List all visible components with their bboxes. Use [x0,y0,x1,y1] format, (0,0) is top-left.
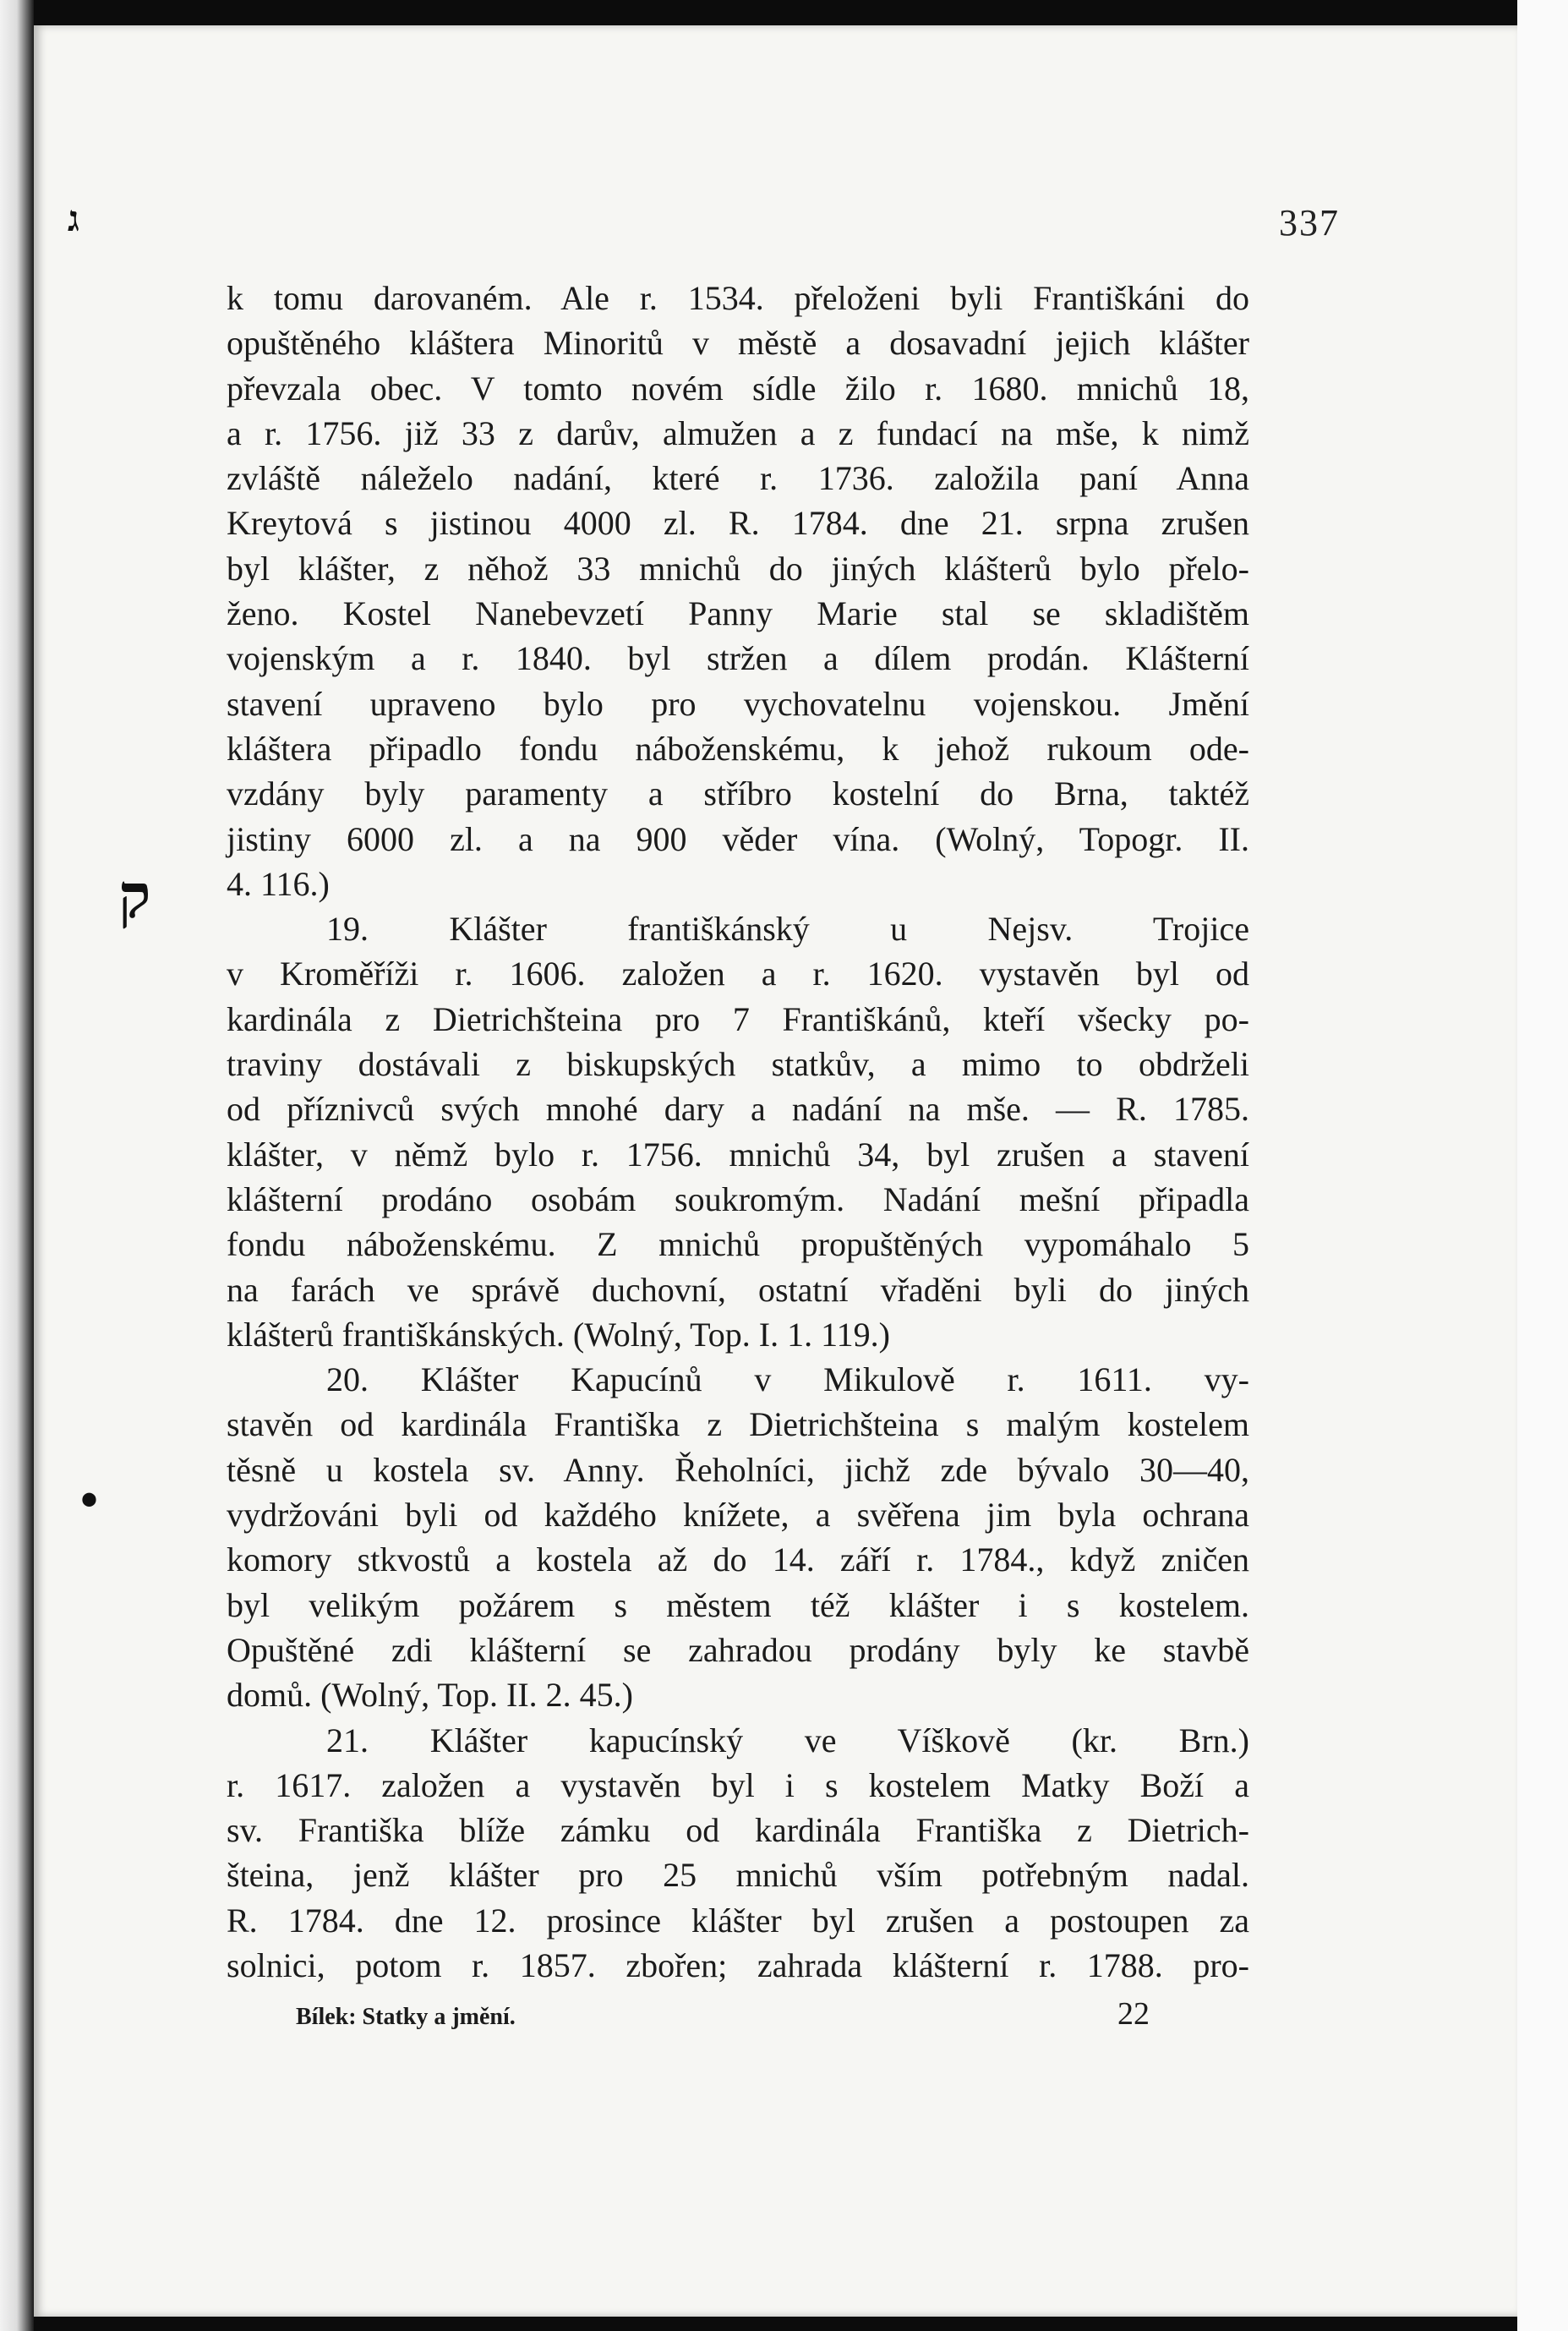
footer-sheet-number: 22 [1117,1996,1150,2032]
margin-mark: • [80,1472,99,1528]
text-line: R. 1784. dne 12. prosince klášter byl zrušen a postoupen za [227,1901,1249,1940]
text-line: stavěn od kardinála Františka z Dietrichšteina s malým kostelem [227,1405,1249,1444]
text-line: opuštěného kláštera Minoritů v městě a dosavadní jejich klášter [227,324,1249,363]
text-line: vojenským a r. 1840. byl stržen a dílem prodán. Klášterní [227,639,1249,678]
text-line: převzala obec. V tomto novém sídle žilo r. 1680. mnichů 18, [227,369,1249,408]
text-line: fondu náboženskému. Z mnichů propuštěných vypomáhalo 5 [227,1225,1249,1264]
text-line: od příznivců svých mnohé dary a nadání na mše. — R. 1785. [227,1090,1249,1129]
text-line: zvláště náleželo nadání, které r. 1736. založila paní Anna [227,459,1249,498]
text-line: sv. Františka blíže zámku od kardinála Františka z Dietrich- [227,1811,1249,1850]
text-line: traviny dostávali z biskupských statkův, a mimo to obdrželi [227,1045,1249,1084]
footer-signature: Bílek: Statky a jmění. [296,2004,516,2030]
text-line: klášterní prodáno osobám soukromým. Nadání mešní připadla [227,1179,1249,1218]
text-line: Opuštěné zdi klášterní se zahradou prodány byly ke stavbě [227,1630,1249,1669]
scan-right-edge [1517,0,1568,2331]
section-heading-line: 21. Klášter kapucínský ve Víškově (kr. Brn.) [326,1721,1249,1759]
page-number: 337 [1279,202,1340,243]
text-line: vydržováni byli od každého knížete, a svěřena jim byla ochrana [227,1496,1249,1535]
text-line: 4. 116.) [227,864,330,903]
text-line: šteina, jenž klášter pro 25 mnichů vším potřebným nadal. [227,1856,1249,1895]
text-line: těsně u kostela sv. Anny. Řeholníci, jichž zde bývalo 30—40, [227,1450,1249,1489]
text-line: na farách ve správě duchovní, ostatní vřaděni byli do jiných [227,1270,1249,1309]
text-line: klášterů františkánských. (Wolný, Top. I. 1. 119.) [227,1315,890,1354]
page-footer [296,1995,1150,2033]
text-line: stavení upraveno bylo pro vychovatelnu vojenskou. Jmění [227,684,1249,723]
text-line: jistiny 6000 zl. a na 900 věder vína. (Wolný, Topogr. II. [227,819,1249,858]
text-line: solnici, potom r. 1857. zbořen; zahrada klášterní r. 1788. pro- [227,1945,1249,1984]
text-line: domů. (Wolný, Top. II. 2. 45.) [227,1676,633,1715]
text-line: Kreytová s jistinou 4000 zl. R. 1784. dne 21. srpna zrušen [227,504,1249,543]
text-line: ženo. Kostel Nanebevzetí Panny Marie stal se skladištěm [227,594,1249,633]
text-line: byl klášter, z něhož 33 mnichů do jiných klášterů bylo přelo- [227,549,1249,588]
corner-mark: ג [68,200,79,239]
section-heading-line: 19. Klášter františkánský u Nejsv. Trojice [326,910,1249,949]
text-line: kardinála z Dietrichšteina pro 7 Františkánů, kteří všecky po- [227,999,1249,1038]
text-line: klášter, v němž bylo r. 1756. mnichů 34, byl zrušen a stavení [227,1135,1249,1174]
text-line: komory stkvostů a kostela až do 14. září r. 1784., když zničen [227,1540,1249,1579]
margin-mark: ק [118,863,151,931]
text-line: r. 1617. založen a vystavěn byl i s kostelem Matky Boží a [227,1765,1249,1804]
section-heading-line: 20. Klášter Kapucínů v Mikulově r. 1611. vy- [326,1360,1249,1399]
text-line: k tomu darovaném. Ale r. 1534. přeloženi byli Františkáni do [227,279,1249,317]
text-line: v Kroměříži r. 1606. založen a r. 1620. vystavěn byl od [227,955,1249,993]
text-line: byl velikým požárem s městem též klášter i s kostelem. [227,1585,1249,1624]
body-text [227,276,1249,1988]
scan-left-edge [0,0,34,2331]
text-line: vzdány byly paramenty a stříbro kostelní do Brna, taktéž [227,774,1249,813]
text-line: kláštera připadlo fondu náboženskému, k jehož rukoum ode- [227,729,1249,768]
text-line: a r. 1756. již 33 z darův, almužen a z fundací na mše, k nimž [227,413,1249,452]
